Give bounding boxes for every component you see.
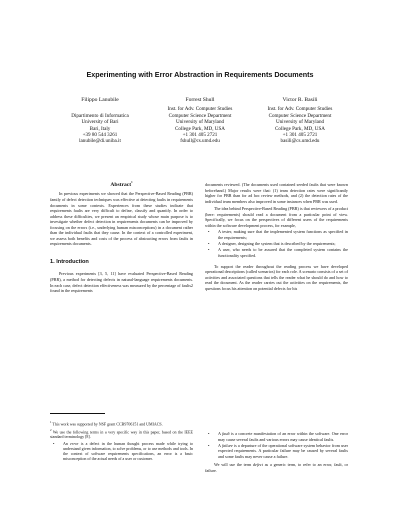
footnotes xyxy=(50,413,193,462)
footnote-rule xyxy=(50,413,105,414)
author-affiliation-line: College Park, MD, USA xyxy=(175,125,225,132)
list-item-text: A failure is a departure of the operational software system behavior from user expected requirements. A particular failure may be caused by several faults and some faults may never cause a failure. xyxy=(218,442,349,459)
list-item xyxy=(205,431,348,442)
author-2 xyxy=(250,97,350,145)
bullet-icon: • xyxy=(208,240,210,246)
bullet-icon: • xyxy=(53,440,55,446)
right-paragraph-3: To support the reader throughout the reading process we have developed operational descriptions (called scenarios) for each role. A scenario consists of a set of activities and associated questions that tells the reader what he should do and how to read the document. As the reader carries out the activities on the requirements, the questions focus his attention on potential defects for his xyxy=(205,263,348,291)
author-affiliation-line: Inst. for Adv. Computer Studies xyxy=(267,106,333,113)
right-column xyxy=(205,182,348,291)
footnote-text: We use the following terms in a very specific way in this paper, based on the IEEE standard terminology [8]. xyxy=(50,428,193,440)
list-item-text: A fault is a concrete manifestation of an error within the software. One error may cause several faults and various errors may cause identical faults. xyxy=(218,431,349,442)
list-item-text: A designer, designing the system that is described by the requirements; xyxy=(218,240,336,246)
author-name: Forrest Shull xyxy=(185,97,215,103)
intro-heading: 1. Introduction xyxy=(50,258,89,265)
footnote-mark: 2 xyxy=(50,427,52,432)
list-item xyxy=(205,229,348,240)
author-block xyxy=(50,97,350,145)
paper-title: Experimenting with Error Abstraction in Requirements Documents xyxy=(86,70,314,79)
author-affiliation-line: +39 80 544 3261 xyxy=(82,132,118,139)
author-affiliation-line: Computer Science Department xyxy=(268,112,332,119)
bullet-icon: • xyxy=(208,431,210,436)
footnote-bullet-list xyxy=(50,441,193,462)
author-affiliation-line: Inst. for Adv. Computer Studies xyxy=(167,106,233,113)
author-0 xyxy=(50,97,150,145)
abstract-footnote-mark: 1 xyxy=(131,180,133,184)
author-1 xyxy=(150,97,250,145)
right-paragraph-1: documents reviewed. (The documents used contained seeded faults that were known beforehand.) Major results were that: (1) team detection rates were significantly higher for PBR than for ad hoc review methods, and (2) the detection rates of the individual team members also improved in some instances when PBR was used. xyxy=(205,182,348,204)
intro-body: Previous experiments [3, 5, 11] have evaluated Perspective-Based Reading (PBR), a method for detecting defects in natural-language requirements documents. In each case, defect detection effectiveness was measured by the percentage of faults2 found in the requirements xyxy=(50,271,193,294)
bullet-icon: • xyxy=(208,229,210,235)
author-affiliation-line: Dipartimento di Informatica xyxy=(71,112,129,119)
author-affiliation-line: University of Bari xyxy=(81,119,119,126)
author-affiliation-line: College Park, MD, USA xyxy=(275,125,325,132)
abstract-heading xyxy=(50,180,193,188)
author-affiliation-line: +1 301 405 2721 xyxy=(282,132,318,139)
list-item-text: An error is a defect in the human thought process made while trying to understand given information, to solve problems, or to use methods and tools. In the context of software requirements specifications, an error is a basic misconception of the actual needs of a user or customer. xyxy=(63,440,194,462)
footnote-text: This work was supported by NSF grant CCR9706151 and UMIACS. xyxy=(51,421,163,427)
perspective-list xyxy=(205,229,348,258)
author-name: Victor R. Basili xyxy=(282,97,318,103)
author-affiliation-line: University of Maryland xyxy=(275,119,325,126)
right-paragraph-2: The idea behind Perspective-Based Reading (PBR) is that reviewers of a product (here: requirements) should read a document from a particular point of view. Specifically, we focus on the perspectives of different users of the requirements within the software development process, for example, xyxy=(205,206,348,228)
list-item-text: A tester, making sure that the implemented system functions as specified in the requirements; xyxy=(218,229,348,240)
list-item xyxy=(205,241,348,247)
list-item xyxy=(205,247,348,258)
author-affiliation-line: Bari, Italy xyxy=(89,125,111,132)
right-bottom-definitions xyxy=(205,430,348,473)
footnote-mark: 1 xyxy=(50,420,52,424)
author-affiliation-line: lanubile@di.uniba.it xyxy=(79,138,121,145)
list-item xyxy=(205,443,348,460)
bullet-icon: • xyxy=(208,247,210,253)
bullet-icon: • xyxy=(208,442,210,448)
abstract-body: In previous experiments we showed that the Perspective-Based Reading (PBR) family of defect detection techniques was effective at detecting faults in requirements documents in some contexts. Experiences from these studies indicate that requirements faults are very difficult to define, classify and quantify. In order to address these difficulties, we present an empirical study whose main purpose is to investigate whether defect detection in requirements documents can be improved by focusing on the errors (i.e., underlying human misconceptions) in a document rather than the individual faults that they cause. In the context of a controlled experiment, we assess both benefits and costs of the process of abstracting errors from faults in requirements documents. xyxy=(50,191,193,247)
footnote xyxy=(50,428,193,440)
author-name: Filippo Lanubile xyxy=(81,97,119,103)
list-item-text: A user, who needs to be assured that the completed system contains the functionality specified. xyxy=(218,247,348,258)
abstract-heading-text: Abstract xyxy=(110,181,132,188)
author-affiliation-line: +1 301 405 2721 xyxy=(182,132,218,139)
left-column xyxy=(50,180,193,294)
list-item xyxy=(50,441,193,462)
defect-definition: We will use the term defect as a generic term, to refer to an error, fault, or failure. xyxy=(205,462,348,473)
author-affiliation-line: University of Maryland xyxy=(175,119,225,126)
author-affiliation-line: fshull@cs.umd.edu xyxy=(180,138,220,145)
footnote xyxy=(50,420,193,427)
definition-list xyxy=(205,431,348,459)
author-affiliation-line: basili@cs.umd.edu xyxy=(280,138,320,145)
author-affiliation-line: Computer Science Department xyxy=(168,112,232,119)
